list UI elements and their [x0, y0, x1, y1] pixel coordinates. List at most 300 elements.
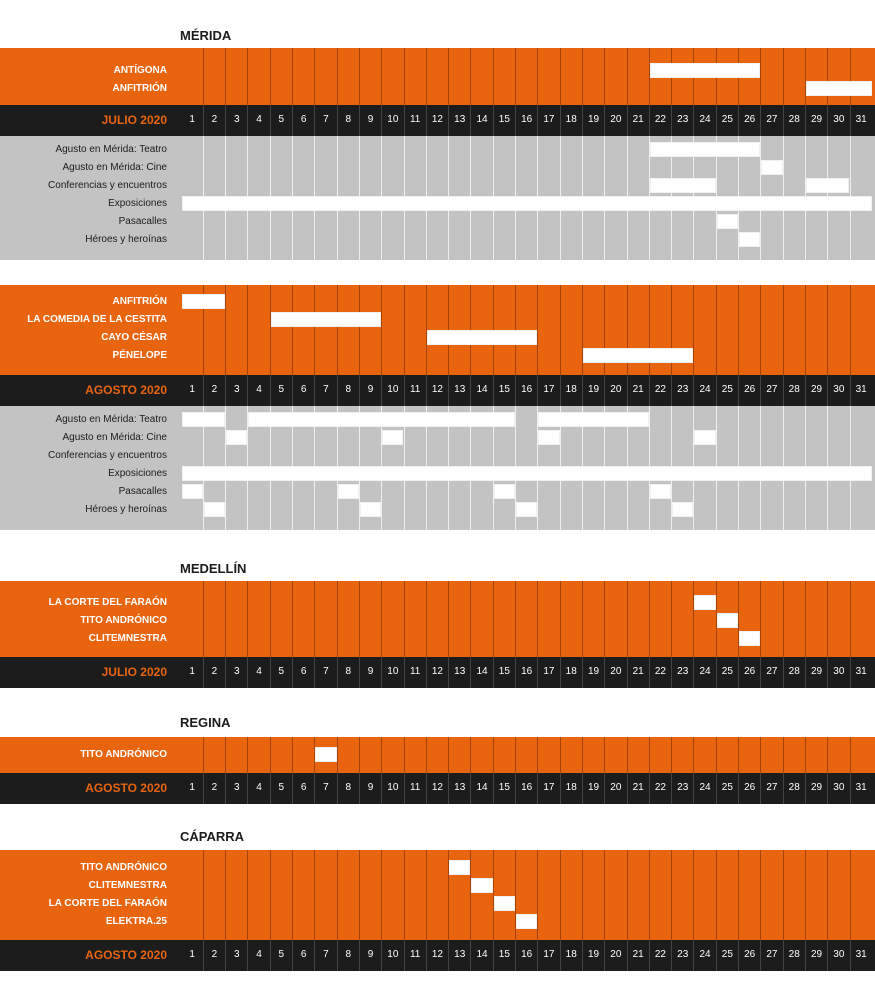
day-number: 18 [565, 114, 577, 125]
activity-bar [360, 502, 381, 517]
grid-line [426, 48, 427, 105]
day-number: 14 [476, 384, 488, 395]
day-number: 29 [810, 114, 823, 125]
day-number: 26 [744, 114, 756, 125]
grid-line [671, 737, 672, 773]
day-number: 5 [278, 384, 285, 395]
production-label: CAYO CÉSAR [101, 332, 167, 343]
day-number: 29 [810, 384, 823, 395]
day-number: 6 [300, 384, 307, 395]
day-number: 31 [855, 782, 867, 793]
day-number: 25 [721, 666, 733, 677]
grid-line [470, 850, 471, 940]
day-number: 20 [610, 782, 622, 793]
month-label: AGOSTO 2020 [85, 948, 167, 962]
grid-line [693, 285, 694, 375]
grid-line [582, 737, 583, 773]
grid-line [270, 581, 271, 657]
grid-line [537, 581, 538, 657]
grid-line [537, 48, 538, 105]
day-number: 17 [543, 949, 555, 960]
grid-line [738, 850, 739, 940]
grid-line [627, 48, 628, 105]
month-label: JULIO 2020 [101, 113, 167, 127]
grid-line [203, 48, 204, 105]
activity-label: Héroes y heroínas [85, 234, 167, 245]
day-number: 2 [211, 384, 218, 395]
production-bar [494, 896, 515, 911]
day-number: 18 [565, 666, 577, 677]
grid-line [783, 48, 784, 105]
grid-line [314, 850, 315, 940]
grid-line [827, 285, 828, 375]
day-number: 26 [744, 666, 756, 677]
day-number: 31 [855, 666, 867, 677]
day-number: 24 [699, 782, 711, 793]
production-bar [650, 63, 761, 78]
grid-line [337, 850, 338, 940]
day-number: 19 [587, 949, 600, 960]
grid-line [805, 581, 806, 657]
day-number: 9 [367, 782, 374, 793]
day-number: 9 [367, 384, 374, 395]
grid-line [359, 737, 360, 773]
production-bar [471, 878, 492, 893]
grid-line [426, 850, 427, 940]
day-number: 5 [278, 949, 285, 960]
grid-line [381, 581, 382, 657]
day-number: 19 [587, 666, 600, 677]
activity-bar [650, 142, 761, 157]
day-number: 21 [632, 782, 644, 793]
activity-bar [650, 178, 716, 193]
day-number: 10 [387, 949, 399, 960]
production-label: PÉNELOPE [112, 350, 167, 361]
grid-line [560, 737, 561, 773]
grid-line [515, 581, 516, 657]
day-number: 12 [431, 949, 443, 960]
grid-line [292, 737, 293, 773]
day-number: 23 [677, 949, 689, 960]
production-label: TITO ANDRÓNICO [80, 615, 167, 626]
grid-line [404, 737, 405, 773]
grid-line [693, 850, 694, 940]
day-number: 12 [431, 114, 443, 125]
grid-line [671, 581, 672, 657]
day-number: 23 [677, 384, 689, 395]
day-number: 3 [233, 949, 240, 960]
day-number: 3 [233, 384, 240, 395]
day-number: 20 [610, 114, 622, 125]
day-number: 20 [610, 384, 622, 395]
day-number: 22 [654, 114, 666, 125]
production-label: CLITEMNESTRA [88, 880, 167, 891]
production-bar [449, 860, 470, 875]
grid-line [448, 581, 449, 657]
activity-bar [806, 178, 850, 193]
production-label: ANFITRIÓN [112, 296, 167, 307]
day-number: 15 [498, 666, 510, 677]
activity-label: Pasacalles [118, 486, 167, 497]
day-number: 27 [766, 666, 778, 677]
day-number: 31 [855, 949, 867, 960]
grid-line [560, 285, 561, 375]
grid-line [805, 737, 806, 773]
grid-line [805, 850, 806, 940]
day-number: 24 [699, 949, 711, 960]
month-label: AGOSTO 2020 [85, 781, 167, 795]
grid-line [515, 48, 516, 105]
activity-label: Exposiciones [108, 468, 167, 479]
day-number: 15 [498, 114, 510, 125]
grid-line [649, 850, 650, 940]
section-title: REGINA [180, 715, 231, 730]
grid-line [426, 581, 427, 657]
day-number: 12 [431, 384, 443, 395]
production-bar [717, 613, 738, 628]
grid-line [760, 581, 761, 657]
grid-line [760, 285, 761, 375]
activity-label: Agusto en Mérida: Cine [62, 162, 167, 173]
grid-line [604, 581, 605, 657]
grid-line [537, 850, 538, 940]
day-number: 23 [677, 114, 689, 125]
production-label: LA CORTE DEL FARAÓN [48, 898, 167, 909]
day-number: 13 [454, 114, 466, 125]
production-label: ELEKTRA.25 [105, 916, 167, 927]
grid-line [537, 285, 538, 375]
day-number: 22 [654, 949, 666, 960]
day-number: 19 [587, 782, 600, 793]
day-number: 4 [256, 949, 262, 960]
day-number: 16 [521, 114, 533, 125]
activity-bar [694, 430, 715, 445]
day-number: 20 [610, 666, 622, 677]
grid-line [359, 581, 360, 657]
grid-line [827, 850, 828, 940]
grid-line [381, 48, 382, 105]
day-number: 5 [278, 666, 285, 677]
grid-line [448, 737, 449, 773]
grid-line [337, 737, 338, 773]
production-bar [583, 348, 694, 363]
grid-line [760, 48, 761, 105]
activity-bar [516, 502, 537, 517]
grid-line [604, 737, 605, 773]
day-number: 28 [788, 114, 800, 125]
day-number: 28 [788, 782, 800, 793]
grid-line [716, 285, 717, 375]
day-number: 25 [721, 384, 733, 395]
production-label: ANTÍGONA [113, 65, 167, 76]
day-number: 18 [565, 782, 577, 793]
day-number: 7 [323, 782, 329, 793]
day-number: 26 [744, 782, 756, 793]
activity-label: Agusto en Mérida: Teatro [55, 414, 167, 425]
day-number: 8 [345, 384, 352, 395]
day-number: 21 [632, 949, 644, 960]
activity-bar [182, 412, 226, 427]
grid-line [337, 285, 338, 375]
grid-line [738, 285, 739, 375]
day-number: 1 [189, 666, 195, 677]
day-number: 8 [345, 114, 352, 125]
grid-line [292, 285, 293, 375]
day-number: 17 [543, 782, 555, 793]
day-number: 28 [788, 666, 800, 677]
grid-line [827, 581, 828, 657]
day-number: 7 [323, 114, 329, 125]
grid-line [738, 737, 739, 773]
activity-bar [382, 430, 403, 445]
day-number: 19 [587, 384, 600, 395]
grid-line [292, 48, 293, 105]
grid-line [716, 737, 717, 773]
day-number: 27 [766, 949, 778, 960]
grid-line [582, 581, 583, 657]
day-number: 13 [454, 384, 466, 395]
grid-line [850, 285, 851, 375]
day-number: 24 [699, 666, 711, 677]
grid-line [850, 581, 851, 657]
day-number: 30 [833, 384, 845, 395]
grid-line [671, 850, 672, 940]
grid-line [783, 581, 784, 657]
grid-line [270, 737, 271, 773]
day-number: 30 [833, 949, 845, 960]
activity-bar [672, 502, 693, 517]
day-number: 10 [387, 384, 399, 395]
activity-bar [182, 484, 203, 499]
day-number: 15 [498, 782, 510, 793]
production-label: LA COMEDIA DE LA CESTITA [27, 314, 167, 325]
day-number: 9 [367, 666, 374, 677]
production-bar [806, 81, 872, 96]
grid-line [448, 48, 449, 105]
activity-label: Conferencias y encuentros [48, 450, 167, 461]
day-number: 26 [744, 384, 756, 395]
grid-line [716, 850, 717, 940]
day-number: 1 [189, 782, 195, 793]
day-number: 24 [699, 384, 711, 395]
grid-line [314, 581, 315, 657]
day-number: 25 [721, 949, 733, 960]
section-title: MEDELLÍN [180, 561, 247, 576]
activity-label: Conferencias y encuentros [48, 180, 167, 191]
grid-line [470, 48, 471, 105]
day-number: 16 [521, 782, 533, 793]
production-bar [694, 595, 715, 610]
grid-line [247, 737, 248, 773]
production-bar [182, 294, 226, 309]
day-number: 1 [189, 114, 195, 125]
grid-line [470, 581, 471, 657]
day-number: 4 [256, 114, 262, 125]
day-number: 4 [256, 782, 262, 793]
day-number: 3 [233, 782, 240, 793]
activity-bar [650, 484, 671, 499]
activity-bar [182, 466, 872, 481]
grid-line [225, 581, 226, 657]
grid-line [225, 48, 226, 105]
grid-line [783, 850, 784, 940]
grid-line [493, 850, 494, 940]
grid-line [314, 48, 315, 105]
grid-line [760, 850, 761, 940]
day-number: 14 [476, 782, 488, 793]
grid-line [827, 48, 828, 105]
activity-bar [538, 412, 649, 427]
production-bar [516, 914, 537, 929]
month-label: AGOSTO 2020 [85, 383, 167, 397]
grid-line [783, 737, 784, 773]
day-number: 10 [387, 666, 399, 677]
grid-line [604, 850, 605, 940]
day-number: 28 [788, 949, 800, 960]
day-number: 13 [454, 666, 466, 677]
grid-line [337, 48, 338, 105]
day-number: 6 [300, 666, 307, 677]
day-number: 16 [521, 666, 533, 677]
day-number: 11 [409, 666, 421, 677]
production-label: CLITEMNESTRA [88, 633, 167, 644]
day-number: 17 [543, 384, 555, 395]
grid-line [381, 285, 382, 375]
production-label: LA CORTE DEL FARAÓN [48, 597, 167, 608]
day-number: 26 [744, 949, 756, 960]
day-number: 30 [833, 782, 845, 793]
grid-line [582, 850, 583, 940]
grid-line [627, 737, 628, 773]
day-number: 1 [189, 949, 195, 960]
production-bar [315, 747, 336, 762]
day-number: 2 [211, 949, 218, 960]
grid-line [805, 48, 806, 105]
section-title: MÉRIDA [180, 28, 232, 43]
day-number: 11 [409, 384, 421, 395]
grid-line [850, 737, 851, 773]
grid-line [359, 48, 360, 105]
grid-line [247, 581, 248, 657]
day-number: 11 [409, 949, 421, 960]
day-number: 16 [521, 949, 533, 960]
day-number: 27 [766, 782, 778, 793]
day-number: 30 [833, 114, 845, 125]
grid-line [760, 737, 761, 773]
day-number: 29 [810, 949, 823, 960]
day-number: 7 [323, 666, 329, 677]
grid-line [381, 850, 382, 940]
day-number: 25 [721, 782, 733, 793]
day-number: 21 [632, 384, 644, 395]
production-label: TITO ANDRÓNICO [80, 749, 167, 760]
day-number: 14 [476, 114, 488, 125]
day-number: 30 [833, 666, 845, 677]
day-number: 18 [565, 949, 577, 960]
day-number: 23 [677, 666, 689, 677]
grid-line [247, 285, 248, 375]
day-number: 6 [300, 114, 307, 125]
day-number: 12 [431, 782, 443, 793]
grid-line [270, 285, 271, 375]
grid-line [404, 285, 405, 375]
day-number: 25 [721, 114, 733, 125]
day-number: 7 [323, 384, 329, 395]
grid-line [404, 48, 405, 105]
day-number: 6 [300, 949, 307, 960]
grid-line [203, 581, 204, 657]
day-number: 24 [699, 114, 711, 125]
day-number: 21 [632, 114, 644, 125]
grid-line [225, 737, 226, 773]
day-number: 8 [345, 782, 352, 793]
day-number: 21 [632, 666, 644, 677]
grid-line [582, 48, 583, 105]
activity-bar [204, 502, 225, 517]
day-number: 8 [345, 949, 352, 960]
day-number: 14 [476, 949, 488, 960]
day-number: 13 [454, 949, 466, 960]
day-number: 7 [323, 949, 329, 960]
day-number: 22 [654, 666, 666, 677]
day-number: 28 [788, 384, 800, 395]
day-number: 19 [587, 114, 600, 125]
grid-line [247, 48, 248, 105]
day-number: 10 [387, 114, 399, 125]
day-number: 8 [345, 666, 352, 677]
activity-bar [248, 412, 515, 427]
day-number: 12 [431, 666, 443, 677]
day-number: 23 [677, 782, 689, 793]
day-number: 18 [565, 384, 577, 395]
grid-line [359, 285, 360, 375]
day-number: 31 [855, 384, 867, 395]
day-number: 15 [498, 949, 510, 960]
day-number: 17 [543, 666, 555, 677]
day-number: 2 [211, 114, 218, 125]
activity-bar [226, 430, 247, 445]
activity-label: Agusto en Mérida: Teatro [55, 144, 167, 155]
activity-label: Agusto en Mérida: Cine [62, 432, 167, 443]
grid-line [337, 581, 338, 657]
day-number: 3 [233, 114, 240, 125]
grid-line [560, 48, 561, 105]
day-number: 5 [278, 782, 285, 793]
month-label: JULIO 2020 [101, 665, 167, 679]
activity-bar [338, 484, 359, 499]
day-number: 22 [654, 782, 666, 793]
grid-line [426, 737, 427, 773]
grid-line [805, 285, 806, 375]
activity-bar [761, 160, 782, 175]
activity-label: Exposiciones [108, 198, 167, 209]
grid-line [292, 581, 293, 657]
grid-line [649, 581, 650, 657]
activity-label: Pasacalles [118, 216, 167, 227]
activity-bar [494, 484, 515, 499]
grid-line [560, 850, 561, 940]
production-bar [271, 312, 382, 327]
grid-line [627, 850, 628, 940]
grid-line [225, 285, 226, 375]
grid-line [560, 581, 561, 657]
production-label: TITO ANDRÓNICO [80, 862, 167, 873]
day-number: 14 [476, 666, 488, 677]
day-number: 1 [189, 384, 195, 395]
day-number: 27 [766, 114, 778, 125]
day-number: 2 [211, 666, 218, 677]
day-number: 16 [521, 384, 533, 395]
